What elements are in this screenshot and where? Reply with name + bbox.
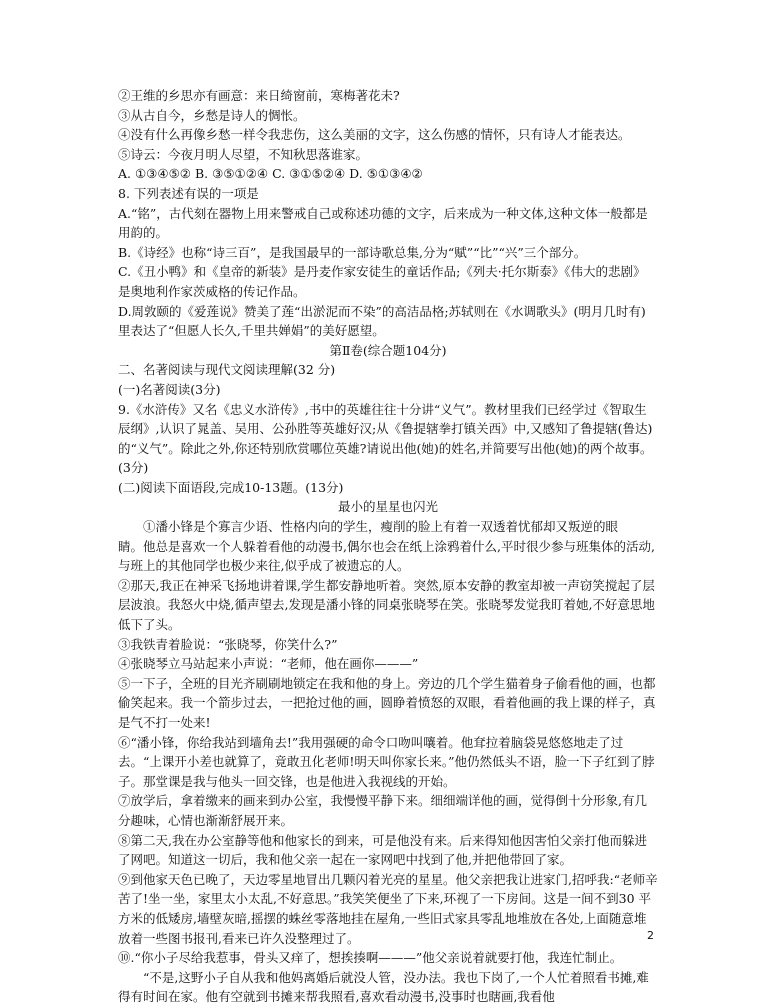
page-number: 2 [647, 929, 654, 942]
paragraph: ⑧第二天,我在办公室静等他和他家长的到来，可是他没有来。后来得知他因害怕父亲打他而躲进了网吧。知道这一切后，我和他父亲一起在一家网吧中找到了他,并把他带回了家。 [118, 832, 647, 868]
subsection-heading: (一)名著阅读(3分) [118, 381, 221, 397]
paragraph: ⑦放学后，拿着缴来的画来到办公室，我慢慢平静下来。细细端详他的画，觉得倒十分形象,有几分趣味，心情也渐渐舒展开来。 [118, 793, 647, 828]
option-a: A.“铭”，古代刻在器物上用来警戒自己或称述功德的文字，后来成为一种文体,这种文体一般都是用韵的。 [118, 205, 648, 241]
option-c: C.《丑小鸭》和《皇帝的新装》是丹麦作家安徒生的童话作品;《列夫·托尔斯泰》《伟大的悲剧》是奥地利作家茨威格的传记作品。 [118, 264, 646, 299]
paragraph: ⑩.“你小子尽给我惹事，骨头又痒了，想挨揍啊———”他父亲说着就要打他，我连忙制止。 [118, 950, 623, 966]
section-title: 第Ⅱ卷(综合题104分) [329, 342, 447, 358]
text-line: ③从古自今，乡愁是诗人的惆怅。 [118, 107, 306, 123]
paragraph: ③我铁青着脸说：“张晓琴，你笑什么?” [118, 636, 338, 652]
paragraph: ⑤一下子，全班的目光齐刷刷地锁定在我和他的身上。旁边的几个学生猫着身子偷看他的画，也都偷笑起来。我一个箭步过去，一把抢过他的画，圆睁着愤怒的双眼，看着他画的我上课的样子，真是气不打一处来! [118, 675, 656, 730]
paragraph: ①潘小锋是个寡言少语、性格内向的学生，瘦削的脸上有着一双透着忧郁却又叛逆的眼 [143, 519, 619, 535]
answer-options: A. ①③④⑤② B. ③⑤①②④ C. ③①⑤②④ D. ⑤①③④② [118, 166, 423, 182]
text-line: ④没有什么再像乡愁一样令我悲伤，这么美丽的文字，这么伤感的情怀，只有诗人才能表达。 [118, 127, 631, 143]
paragraph: “不是,这野小子自从我和他妈离婚后就没人管，没办法。我也下岗了,一个人忙着照看书摊,难得有时间在家。他有空就到书摊来帮我照看,喜欢看动漫书,没事时也瞎画,我看他 [118, 969, 649, 1005]
paragraph: ⑥“潘小锋，你给我站到墙角去!”我用强硬的命令口吻叫嚷着。他耷拉着脑袋晃悠悠地走了过去。“上课开小差也就算了，竟敢丑化老师!明天叫你家长来。”他仍然低头不语，脸一下子红到了脖子。那堂课是我与他头一回交锋，也是他进入我视线的开始。 [118, 734, 655, 789]
passage-title: 最小的星星也闪光 [337, 499, 438, 515]
option-d: D.周敦颐的《爱莲说》赞美了莲“出淤泥而不染”的高洁品格;苏轼则在《水调歌头》(明月几时有)里表达了“但愿人长久,千里共婵娟”的美好愿望。 [118, 303, 646, 339]
paragraph: 睛。他总是喜欢一个人躲着看他的动漫书,偶尔也会在纸上涂鸦着什么,平时很少参与班集体的活动,与班上的其他同学也极少来往,似乎成了被遗忘的人。 [118, 538, 655, 574]
text-line: ②王维的乡思亦有画意：来日绮窗前，寒梅著花未? [118, 88, 400, 103]
option-b: B.《诗经》也称“诗三百”，是我国最早的一部诗歌总集,分为“赋”“比”“兴”三个部分。 [118, 244, 587, 260]
text-line: ⑤诗云：今夜月明人尽望，不知秋思落谁家。 [118, 146, 369, 162]
question-8: 8. 下列表述有误的一项是 [118, 185, 259, 201]
paragraph: ⑨到他家天色已晚了，天边零星地冒出几颗闪着光亮的星星。他父亲把我让进家门,招呼我:“老师辛苦了!坐一坐，家里太小太乱,不好意思。”我笑笑便坐了下来,环视了一下房间。这是一间不到30 平方米的低矮房,墙壁灰暗,摇摆的蛛丝零落地挂在屋角,一些旧式家具零乱地堆放在各处,上面随意堆放着一些图书报刊,看来已许久没整理过了。 [118, 871, 658, 946]
section-heading: 二、名著阅读与现代文阅读理解(32 分) [118, 362, 336, 378]
question-9: 9.《水浒传》又名《忠义水浒传》,书中的英雄往往十分讲“义气”。教材里我们已经学过《智取生辰纲》,认识了晁盖、吴用、公孙胜等英雄好汉;从《鲁提辖拳打镇关西》中,又感知了鲁提辖(鲁达)的“义气”。除此之外,你还特别欣赏哪位英雄?请说出他(她)的姓名,并简要写出他(她)的两个故事。(3分) [118, 401, 653, 476]
subsection-heading: (二)阅读下面语段,完成10-13题。(13分) [118, 479, 344, 495]
paragraph: ④张晓琴立马站起来小声说：“老师，他在画你———” [118, 656, 419, 672]
page-content [118, 86, 658, 1007]
paragraph: ②那天,我正在神采飞扬地讲着课,学生都安静地听着。突然,原本安静的教室却被一声窃笑搅起了层层波浪。我怒火中烧,循声望去,发现是潘小锋的同桌张晓琴在笑。张晓琴发觉我盯着她,不好意思地低下了头。 [118, 577, 655, 633]
